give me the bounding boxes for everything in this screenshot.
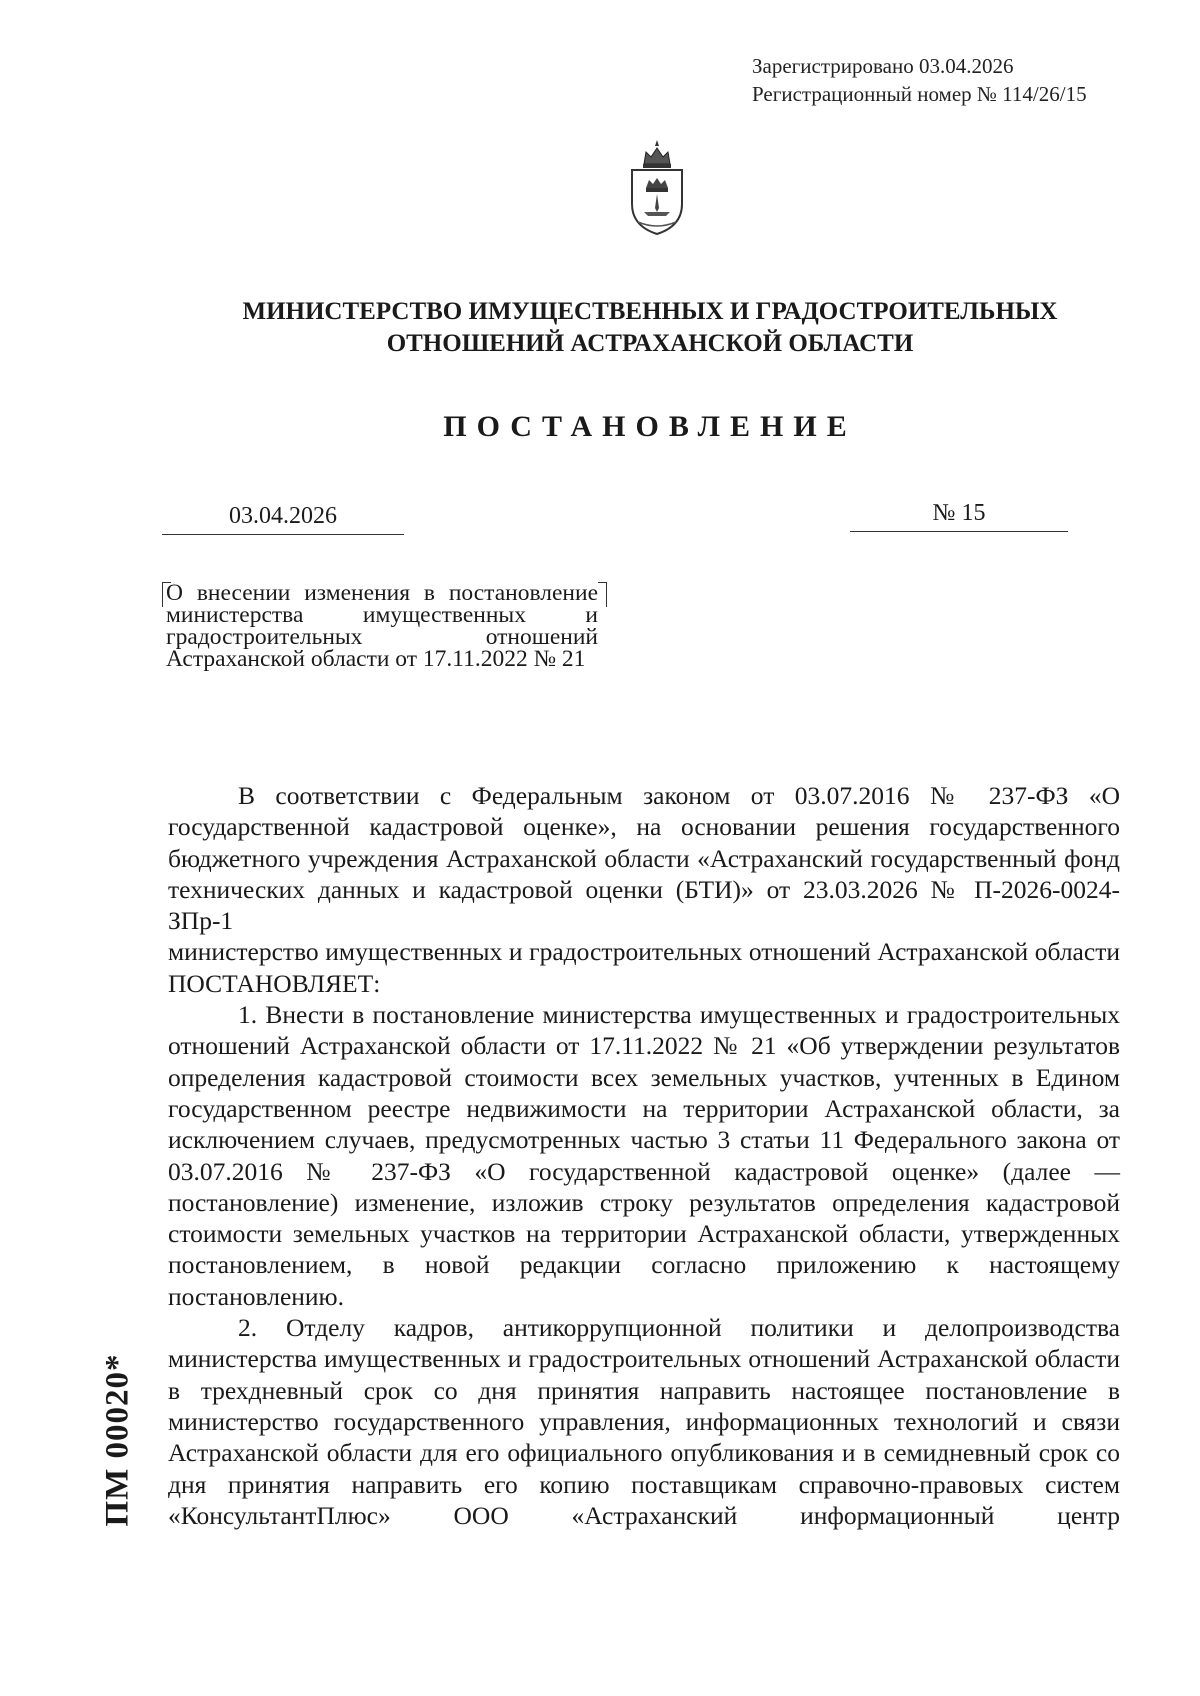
- document-subject: О внесении изменения в постановление министерства имущественных и градостроительных отношений Астраханской области от 17.11.2022 № 21: [166, 580, 598, 672]
- subject-bracket-right: [598, 582, 607, 607]
- item-2-paragraph: 2. Отделу кадров, антикоррупционной политики и делопроизводства министерства имущественных и градостроительных отношений Астраханской области в трехдневный срок со дня принятия направить настоящее постановление в министерство государственного управления, информационных технологий и связи Астраханской области для его официального опубликования и в семидневный срок со дня принятия направить его копию поставщикам справочно-правовых систем «КонсультантПлюс» ООО «Астраханский информационный центр: [168, 1313, 1120, 1530]
- document-type: ПОСТАНОВЛЕНИЕ: [443, 410, 857, 443]
- ministry-name: [150, 296, 1150, 360]
- item-1-paragraph: 1. Внести в постановление министерства имущественных и градостроительных отношений Астраханской области от 17.11.2022 № 21 «Об утверждении результатов определения кадастровой стоимости всех земельных участков, учтенных в Едином государственном реестре недвижимости на территории Астраханской области, за исключением случаев, предусмотренных частью 3 статьи 11 Федерального закона от 03.07.2016 № 237-ФЗ «О государственной кадастровой оценке» (далее — постановление) изменение, изложив строку результатов определения кадастровой стоимости земельных участков на территории Астраханской области, утвержденных постановлением, в новой редакции согласно приложению к настоящему постановлению.: [168, 1000, 1120, 1311]
- document-number: № 15: [850, 500, 1068, 532]
- side-stamp: ПМ 00020*: [99, 1353, 136, 1527]
- ministry-line-1: МИНИСТЕРСТВО ИМУЩЕСТВЕННЫХ И ГРАДОСТРОИТЕЛЬНЫХ: [242, 298, 1058, 325]
- resolves-paragraph: министерство имущественных и градостроительных отношений Астраханской области ПОСТАНОВЛЯЕТ:: [168, 937, 1120, 998]
- registration-number: Регистрационный номер № 114/26/15: [752, 82, 1087, 106]
- registration-block: [752, 52, 1087, 108]
- document-date: 03.04.2026: [162, 503, 404, 535]
- preamble-paragraph: В соответствии с Федеральным законом от 03.07.2016 № 237-ФЗ «О государственной кадастровой оценке», на основании решения государственного бюджетного учреждения Астраханской области «Астраханский государственный фонд технических данных и кадастровой оценки (БТИ)» от 23.03.2026 № П-2026-0024-ЗПр-1: [168, 781, 1120, 936]
- astrakhan-coat-of-arms-icon: [626, 138, 688, 238]
- ministry-line-2: ОТНОШЕНИЙ АСТРАХАНСКОЙ ОБЛАСТИ: [386, 330, 914, 357]
- registration-date: Зарегистрировано 03.04.2026: [752, 54, 1014, 78]
- document-body: [168, 780, 1120, 1531]
